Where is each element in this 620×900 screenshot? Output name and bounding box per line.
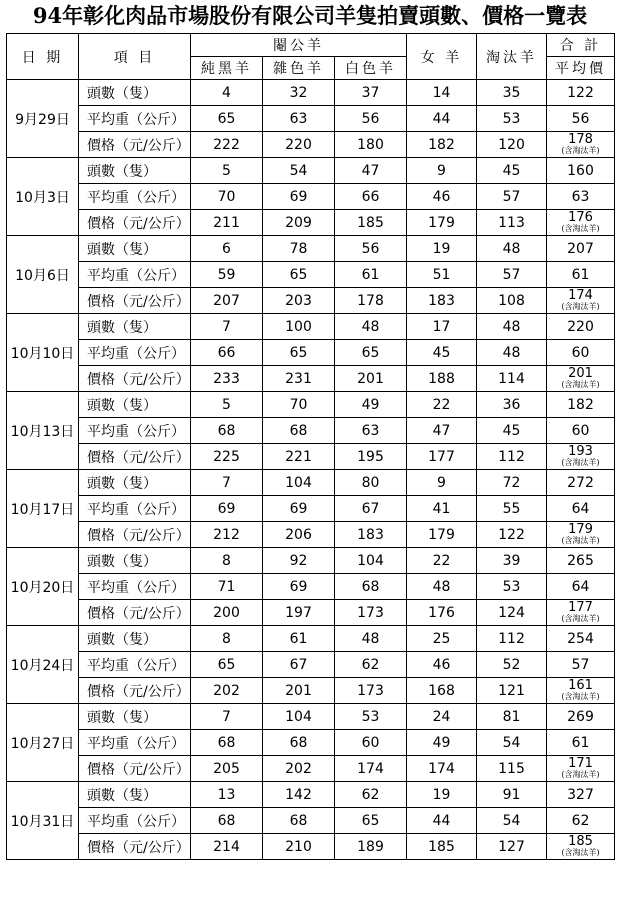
total-price-value: 171 bbox=[568, 756, 593, 771]
item-label-price: 價格（元/公斤） bbox=[79, 678, 191, 704]
item-label-price: 價格（元/公斤） bbox=[79, 522, 191, 548]
item-label-weight: 平均重（公斤） bbox=[79, 418, 191, 444]
table-row bbox=[7, 730, 615, 756]
date-cell: 10月31日 bbox=[7, 782, 79, 860]
item-label-weight: 平均重（公斤） bbox=[79, 106, 191, 132]
cell-cull-heads: 35 bbox=[477, 80, 547, 106]
cell-white-heads: 80 bbox=[335, 470, 407, 496]
cell-total-heads: 207 bbox=[547, 236, 615, 262]
cell-total-price bbox=[547, 132, 615, 158]
cell-cull-weight: 57 bbox=[477, 262, 547, 288]
table-row bbox=[7, 392, 615, 418]
cell-cull-heads: 39 bbox=[477, 548, 547, 574]
cell-ewe-heads: 9 bbox=[407, 470, 477, 496]
item-label-weight: 平均重（公斤） bbox=[79, 496, 191, 522]
date-cell: 9月29日 bbox=[7, 80, 79, 158]
table-row bbox=[7, 548, 615, 574]
table-row bbox=[7, 262, 615, 288]
cell-pure-black-price: 202 bbox=[191, 678, 263, 704]
table-row bbox=[7, 418, 615, 444]
cell-white-heads: 53 bbox=[335, 704, 407, 730]
item-label-weight: 平均重（公斤） bbox=[79, 340, 191, 366]
cell-mixed-price: 201 bbox=[263, 678, 335, 704]
cell-cull-price: 124 bbox=[477, 600, 547, 626]
item-label-heads: 頭數（隻） bbox=[79, 548, 191, 574]
cell-cull-weight: 45 bbox=[477, 418, 547, 444]
cell-ewe-weight: 51 bbox=[407, 262, 477, 288]
cell-mixed-price: 209 bbox=[263, 210, 335, 236]
cell-total-heads: 269 bbox=[547, 704, 615, 730]
cell-ewe-price: 176 bbox=[407, 600, 477, 626]
date-cell: 10月17日 bbox=[7, 470, 79, 548]
item-label-heads: 頭數（隻） bbox=[79, 392, 191, 418]
total-price-value: 161 bbox=[568, 678, 593, 693]
item-label-heads: 頭數（隻） bbox=[79, 236, 191, 262]
cell-total-weight: 61 bbox=[547, 730, 615, 756]
cell-cull-price: 115 bbox=[477, 756, 547, 782]
cell-pure-black-price: 207 bbox=[191, 288, 263, 314]
table-row bbox=[7, 782, 615, 808]
cell-pure-black-heads: 7 bbox=[191, 314, 263, 340]
cell-total-price bbox=[547, 210, 615, 236]
cell-white-price: 174 bbox=[335, 756, 407, 782]
table-row bbox=[7, 340, 615, 366]
cell-mixed-heads: 78 bbox=[263, 236, 335, 262]
cell-ewe-price: 177 bbox=[407, 444, 477, 470]
cell-cull-weight: 52 bbox=[477, 652, 547, 678]
cell-ewe-price: 188 bbox=[407, 366, 477, 392]
cell-ewe-price: 183 bbox=[407, 288, 477, 314]
cell-cull-price: 121 bbox=[477, 678, 547, 704]
cull-note: (含淘汰羊) bbox=[561, 770, 600, 779]
cell-pure-black-weight: 71 bbox=[191, 574, 263, 600]
table-row bbox=[7, 158, 615, 184]
cell-total-weight: 64 bbox=[547, 496, 615, 522]
cell-pure-black-weight: 66 bbox=[191, 340, 263, 366]
cell-cull-price: 113 bbox=[477, 210, 547, 236]
page-title: 94年彰化肉品市場股份有限公司羊隻拍賣頭數、價格一覽表 bbox=[32, 3, 588, 28]
cell-pure-black-price: 214 bbox=[191, 834, 263, 860]
cell-pure-black-price: 233 bbox=[191, 366, 263, 392]
item-label-price: 價格（元/公斤） bbox=[79, 756, 191, 782]
cell-mixed-price: 220 bbox=[263, 132, 335, 158]
item-label-heads: 頭數（隻） bbox=[79, 158, 191, 184]
total-price-value: 177 bbox=[568, 600, 593, 615]
table-row bbox=[7, 600, 615, 626]
table-row bbox=[7, 106, 615, 132]
cell-mixed-heads: 54 bbox=[263, 158, 335, 184]
total-price-value: 174 bbox=[568, 288, 593, 303]
cell-white-weight: 66 bbox=[335, 184, 407, 210]
cell-pure-black-weight: 68 bbox=[191, 418, 263, 444]
cell-mixed-heads: 104 bbox=[263, 704, 335, 730]
cell-cull-price: 122 bbox=[477, 522, 547, 548]
cell-pure-black-heads: 5 bbox=[191, 158, 263, 184]
cell-white-weight: 65 bbox=[335, 340, 407, 366]
date-cell: 10月13日 bbox=[7, 392, 79, 470]
table-row bbox=[7, 366, 615, 392]
cell-pure-black-price: 212 bbox=[191, 522, 263, 548]
cell-total-heads: 327 bbox=[547, 782, 615, 808]
cell-total-weight: 64 bbox=[547, 574, 615, 600]
cell-total-price bbox=[547, 444, 615, 470]
cell-ewe-price: 182 bbox=[407, 132, 477, 158]
cell-total-heads: 122 bbox=[547, 80, 615, 106]
cell-total-weight: 60 bbox=[547, 340, 615, 366]
cell-total-weight: 60 bbox=[547, 418, 615, 444]
cell-white-price: 180 bbox=[335, 132, 407, 158]
cull-note: (含淘汰羊) bbox=[561, 224, 600, 233]
item-label-heads: 頭數（隻） bbox=[79, 626, 191, 652]
cell-white-heads: 49 bbox=[335, 392, 407, 418]
cell-pure-black-price: 222 bbox=[191, 132, 263, 158]
cell-pure-black-heads: 7 bbox=[191, 470, 263, 496]
total-price-value: 178 bbox=[568, 132, 593, 147]
cell-mixed-weight: 69 bbox=[263, 574, 335, 600]
cell-pure-black-price: 205 bbox=[191, 756, 263, 782]
cell-mixed-weight: 68 bbox=[263, 418, 335, 444]
cell-pure-black-weight: 65 bbox=[191, 652, 263, 678]
item-label-price: 價格（元/公斤） bbox=[79, 366, 191, 392]
date-cell: 10月20日 bbox=[7, 548, 79, 626]
header-ewe: 女 羊 bbox=[407, 34, 477, 80]
cell-ewe-price: 174 bbox=[407, 756, 477, 782]
total-price-value: 185 bbox=[568, 834, 593, 849]
cell-mixed-weight: 67 bbox=[263, 652, 335, 678]
cull-note: (含淘汰羊) bbox=[561, 692, 600, 701]
cell-cull-heads: 45 bbox=[477, 158, 547, 184]
table-row bbox=[7, 704, 615, 730]
cell-ewe-weight: 46 bbox=[407, 652, 477, 678]
auction-table bbox=[6, 33, 615, 860]
cell-pure-black-weight: 69 bbox=[191, 496, 263, 522]
cell-mixed-weight: 68 bbox=[263, 808, 335, 834]
item-label-heads: 頭數（隻） bbox=[79, 470, 191, 496]
cell-ewe-heads: 22 bbox=[407, 548, 477, 574]
cell-pure-black-weight: 68 bbox=[191, 730, 263, 756]
item-label-heads: 頭數（隻） bbox=[79, 314, 191, 340]
cell-total-heads: 160 bbox=[547, 158, 615, 184]
cell-white-weight: 62 bbox=[335, 652, 407, 678]
cell-ewe-heads: 25 bbox=[407, 626, 477, 652]
cell-pure-black-heads: 5 bbox=[191, 392, 263, 418]
cell-mixed-price: 197 bbox=[263, 600, 335, 626]
cell-white-weight: 56 bbox=[335, 106, 407, 132]
cell-white-price: 173 bbox=[335, 678, 407, 704]
item-label-weight: 平均重（公斤） bbox=[79, 652, 191, 678]
cull-note: (含淘汰羊) bbox=[561, 302, 600, 311]
cell-mixed-heads: 70 bbox=[263, 392, 335, 418]
table-row bbox=[7, 522, 615, 548]
cell-ewe-heads: 19 bbox=[407, 236, 477, 262]
cell-ewe-price: 185 bbox=[407, 834, 477, 860]
item-label-price: 價格（元/公斤） bbox=[79, 132, 191, 158]
table-row bbox=[7, 756, 615, 782]
total-price-value: 201 bbox=[568, 366, 593, 381]
cull-note: (含淘汰羊) bbox=[561, 146, 600, 155]
cell-total-heads: 182 bbox=[547, 392, 615, 418]
date-cell: 10月24日 bbox=[7, 626, 79, 704]
cell-ewe-weight: 44 bbox=[407, 808, 477, 834]
cell-total-weight: 61 bbox=[547, 262, 615, 288]
table-row bbox=[7, 80, 615, 106]
item-label-heads: 頭數（隻） bbox=[79, 782, 191, 808]
cell-pure-black-heads: 8 bbox=[191, 548, 263, 574]
cell-white-price: 183 bbox=[335, 522, 407, 548]
cell-white-heads: 47 bbox=[335, 158, 407, 184]
cell-ewe-heads: 9 bbox=[407, 158, 477, 184]
cell-mixed-weight: 65 bbox=[263, 262, 335, 288]
cell-white-price: 189 bbox=[335, 834, 407, 860]
cell-white-heads: 37 bbox=[335, 80, 407, 106]
cell-white-price: 195 bbox=[335, 444, 407, 470]
cell-mixed-price: 221 bbox=[263, 444, 335, 470]
cell-white-weight: 68 bbox=[335, 574, 407, 600]
cell-white-weight: 63 bbox=[335, 418, 407, 444]
cell-white-heads: 62 bbox=[335, 782, 407, 808]
table-row bbox=[7, 808, 615, 834]
cell-pure-black-weight: 59 bbox=[191, 262, 263, 288]
cell-cull-price: 120 bbox=[477, 132, 547, 158]
cull-note: (含淘汰羊) bbox=[561, 848, 600, 857]
cell-total-weight: 63 bbox=[547, 184, 615, 210]
cell-cull-weight: 53 bbox=[477, 106, 547, 132]
cell-ewe-weight: 46 bbox=[407, 184, 477, 210]
cell-total-price bbox=[547, 600, 615, 626]
cell-mixed-weight: 65 bbox=[263, 340, 335, 366]
cell-mixed-heads: 100 bbox=[263, 314, 335, 340]
cull-note: (含淘汰羊) bbox=[561, 380, 600, 389]
table-body bbox=[7, 80, 615, 860]
cell-mixed-heads: 32 bbox=[263, 80, 335, 106]
table-row bbox=[7, 834, 615, 860]
table-row bbox=[7, 288, 615, 314]
table-row bbox=[7, 236, 615, 262]
item-label-price: 價格（元/公斤） bbox=[79, 444, 191, 470]
cell-white-price: 185 bbox=[335, 210, 407, 236]
cell-white-weight: 61 bbox=[335, 262, 407, 288]
item-label-heads: 頭數（隻） bbox=[79, 80, 191, 106]
table-row bbox=[7, 444, 615, 470]
cell-ewe-weight: 49 bbox=[407, 730, 477, 756]
item-label-heads: 頭數（隻） bbox=[79, 704, 191, 730]
table-row bbox=[7, 574, 615, 600]
cell-cull-price: 108 bbox=[477, 288, 547, 314]
cell-mixed-heads: 104 bbox=[263, 470, 335, 496]
header-cull: 淘汰羊 bbox=[477, 34, 547, 80]
cell-mixed-price: 202 bbox=[263, 756, 335, 782]
cull-note: (含淘汰羊) bbox=[561, 458, 600, 467]
cell-ewe-weight: 44 bbox=[407, 106, 477, 132]
cell-total-price bbox=[547, 366, 615, 392]
header-average-price: 平均價 bbox=[547, 57, 615, 80]
cell-white-weight: 67 bbox=[335, 496, 407, 522]
cell-ewe-heads: 22 bbox=[407, 392, 477, 418]
cell-mixed-price: 210 bbox=[263, 834, 335, 860]
cell-ewe-weight: 41 bbox=[407, 496, 477, 522]
cell-pure-black-price: 200 bbox=[191, 600, 263, 626]
date-cell: 10月27日 bbox=[7, 704, 79, 782]
cell-pure-black-heads: 7 bbox=[191, 704, 263, 730]
cell-total-price bbox=[547, 522, 615, 548]
table-row bbox=[7, 210, 615, 236]
cell-mixed-heads: 92 bbox=[263, 548, 335, 574]
cell-ewe-price: 179 bbox=[407, 210, 477, 236]
cell-cull-price: 114 bbox=[477, 366, 547, 392]
cell-ewe-weight: 47 bbox=[407, 418, 477, 444]
cell-cull-heads: 48 bbox=[477, 314, 547, 340]
item-label-weight: 平均重（公斤） bbox=[79, 184, 191, 210]
item-label-price: 價格（元/公斤） bbox=[79, 210, 191, 236]
total-price-value: 176 bbox=[568, 210, 593, 225]
cell-cull-heads: 72 bbox=[477, 470, 547, 496]
cell-mixed-heads: 142 bbox=[263, 782, 335, 808]
header-date: 日 期 bbox=[7, 34, 79, 80]
item-label-price: 價格（元/公斤） bbox=[79, 600, 191, 626]
cell-white-price: 173 bbox=[335, 600, 407, 626]
cell-total-price bbox=[547, 678, 615, 704]
cell-pure-black-heads: 4 bbox=[191, 80, 263, 106]
table-row bbox=[7, 678, 615, 704]
cell-pure-black-price: 211 bbox=[191, 210, 263, 236]
cell-mixed-price: 231 bbox=[263, 366, 335, 392]
cell-ewe-price: 179 bbox=[407, 522, 477, 548]
item-label-weight: 平均重（公斤） bbox=[79, 808, 191, 834]
cell-pure-black-heads: 6 bbox=[191, 236, 263, 262]
cell-mixed-weight: 63 bbox=[263, 106, 335, 132]
cell-mixed-weight: 69 bbox=[263, 184, 335, 210]
cell-cull-price: 127 bbox=[477, 834, 547, 860]
cell-ewe-heads: 17 bbox=[407, 314, 477, 340]
table-row bbox=[7, 314, 615, 340]
cell-mixed-price: 203 bbox=[263, 288, 335, 314]
cell-total-price bbox=[547, 756, 615, 782]
cell-ewe-heads: 14 bbox=[407, 80, 477, 106]
header-pure-black: 純黑羊 bbox=[191, 57, 263, 80]
date-cell: 10月10日 bbox=[7, 314, 79, 392]
header-item: 項 目 bbox=[79, 34, 191, 80]
cell-pure-black-weight: 68 bbox=[191, 808, 263, 834]
table-row bbox=[7, 470, 615, 496]
cell-white-price: 178 bbox=[335, 288, 407, 314]
cell-ewe-weight: 48 bbox=[407, 574, 477, 600]
cell-white-heads: 104 bbox=[335, 548, 407, 574]
table-row bbox=[7, 132, 615, 158]
cell-cull-weight: 48 bbox=[477, 340, 547, 366]
item-label-price: 價格（元/公斤） bbox=[79, 834, 191, 860]
cell-ewe-heads: 19 bbox=[407, 782, 477, 808]
cell-pure-black-heads: 13 bbox=[191, 782, 263, 808]
cell-total-weight: 62 bbox=[547, 808, 615, 834]
table-row bbox=[7, 626, 615, 652]
cell-cull-price: 112 bbox=[477, 444, 547, 470]
cell-total-weight: 57 bbox=[547, 652, 615, 678]
cell-total-heads: 272 bbox=[547, 470, 615, 496]
cell-white-heads: 56 bbox=[335, 236, 407, 262]
cell-pure-black-price: 225 bbox=[191, 444, 263, 470]
cell-cull-heads: 91 bbox=[477, 782, 547, 808]
cell-white-price: 201 bbox=[335, 366, 407, 392]
cell-total-price bbox=[547, 288, 615, 314]
cell-white-weight: 60 bbox=[335, 730, 407, 756]
item-label-price: 價格（元/公斤） bbox=[79, 288, 191, 314]
cell-total-heads: 265 bbox=[547, 548, 615, 574]
cell-pure-black-weight: 65 bbox=[191, 106, 263, 132]
cell-ewe-price: 168 bbox=[407, 678, 477, 704]
cell-cull-heads: 112 bbox=[477, 626, 547, 652]
total-price-value: 193 bbox=[568, 444, 593, 459]
cell-cull-weight: 53 bbox=[477, 574, 547, 600]
cell-mixed-price: 206 bbox=[263, 522, 335, 548]
cell-total-price bbox=[547, 834, 615, 860]
cell-mixed-heads: 61 bbox=[263, 626, 335, 652]
cell-cull-heads: 36 bbox=[477, 392, 547, 418]
header-white: 白色羊 bbox=[335, 57, 407, 80]
table-row bbox=[7, 184, 615, 210]
cell-total-weight: 56 bbox=[547, 106, 615, 132]
cell-white-weight: 65 bbox=[335, 808, 407, 834]
header-mixed: 雜色羊 bbox=[263, 57, 335, 80]
cell-pure-black-heads: 8 bbox=[191, 626, 263, 652]
cull-note: (含淘汰羊) bbox=[561, 536, 600, 545]
total-price-value: 179 bbox=[568, 522, 593, 537]
header-group-ram: 閹公羊 bbox=[191, 34, 407, 57]
item-label-weight: 平均重（公斤） bbox=[79, 262, 191, 288]
cell-cull-heads: 48 bbox=[477, 236, 547, 262]
cell-white-heads: 48 bbox=[335, 626, 407, 652]
item-label-weight: 平均重（公斤） bbox=[79, 574, 191, 600]
cell-pure-black-weight: 70 bbox=[191, 184, 263, 210]
cell-white-heads: 48 bbox=[335, 314, 407, 340]
date-cell: 10月6日 bbox=[7, 236, 79, 314]
table-row bbox=[7, 652, 615, 678]
cell-total-heads: 220 bbox=[547, 314, 615, 340]
cell-cull-weight: 57 bbox=[477, 184, 547, 210]
cell-ewe-weight: 45 bbox=[407, 340, 477, 366]
cell-cull-weight: 54 bbox=[477, 808, 547, 834]
cell-ewe-heads: 24 bbox=[407, 704, 477, 730]
cell-cull-weight: 55 bbox=[477, 496, 547, 522]
cell-total-heads: 254 bbox=[547, 626, 615, 652]
item-label-weight: 平均重（公斤） bbox=[79, 730, 191, 756]
cell-cull-weight: 54 bbox=[477, 730, 547, 756]
cull-note: (含淘汰羊) bbox=[561, 614, 600, 623]
header-total: 合 計 bbox=[547, 34, 615, 57]
table-row bbox=[7, 496, 615, 522]
cell-mixed-weight: 68 bbox=[263, 730, 335, 756]
cell-mixed-weight: 69 bbox=[263, 496, 335, 522]
date-cell: 10月3日 bbox=[7, 158, 79, 236]
cell-cull-heads: 81 bbox=[477, 704, 547, 730]
